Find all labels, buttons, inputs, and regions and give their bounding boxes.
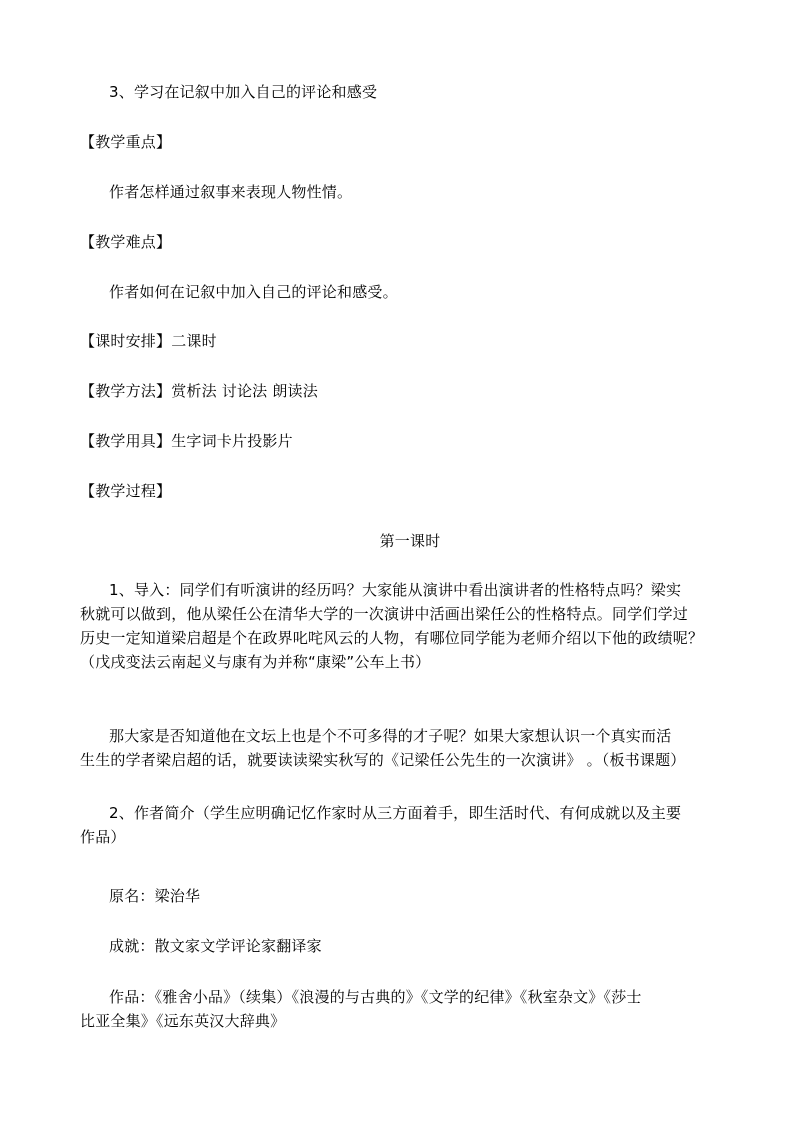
intro-line: 秋就可以做到，他从梁任公在清华大学的一次演讲中活画出梁任公的性格特点。同学们学过 xyxy=(80,605,689,623)
objective-3: 3、学习在记叙中加入自己的评论和感受 xyxy=(109,83,378,101)
author-line: 作品） xyxy=(80,828,126,846)
difficulty-text: 作者如何在记叙中加入自己的评论和感受。 xyxy=(109,283,398,301)
original-name: 原名：梁治华 xyxy=(109,887,201,905)
process-heading: 【教学过程】 xyxy=(80,482,172,500)
tools-line: 【教学用具】生字词卡片投影片 xyxy=(80,432,293,450)
intro-line: 历史一定知道梁启超是个在政界叱咤风云的人物，有哪位同学能为老师介绍以下他的政绩呢？ xyxy=(80,629,704,647)
talent-line: 生生的学者梁启超的话，就要读读梁实秋写的《记梁任公先生的一次演讲》 。（板书课题） xyxy=(80,751,686,769)
key-point-heading: 【教学重点】 xyxy=(80,133,172,151)
lesson-title: 第一课时 xyxy=(379,532,441,550)
works-line: 比亚全集》《远东英汉大辞典》 xyxy=(80,1012,286,1030)
schedule-line: 【课时安排】二课时 xyxy=(80,332,217,350)
works-line: 作品：《雅舍小品》（续集）《浪漫的与古典的》《文学的纪律》《秋室杂文》《莎士 xyxy=(109,988,642,1006)
talent-line: 那大家是否知道他在文坛上也是个不可多得的才子呢？如果大家想认识一个真实而活 xyxy=(109,727,672,745)
achievements-line: 成就：散文家文学评论家翻译家 xyxy=(109,937,322,955)
works-paragraph xyxy=(80,985,720,1033)
author-line: 2、作者简介（学生应明确记忆作家时从三方面着手，即生活时代、有何成就以及主要 xyxy=(109,804,682,822)
author-paragraph xyxy=(80,801,720,849)
key-point-text: 作者怎样通过叙事来表现人物性情。 xyxy=(109,183,353,201)
intro-line: （戊戌变法云南起义与康有为并称“康梁”公车上书） xyxy=(80,653,431,671)
intro-paragraph xyxy=(80,578,720,674)
methods-line: 【教学方法】赏析法 讨论法 朗读法 xyxy=(80,382,318,400)
talent-paragraph xyxy=(80,724,720,772)
intro-line: 1、导入：同学们有听演讲的经历吗？大家能从演讲中看出演讲者的性格特点吗？梁实 xyxy=(109,581,682,599)
difficulty-heading: 【教学难点】 xyxy=(80,233,172,251)
